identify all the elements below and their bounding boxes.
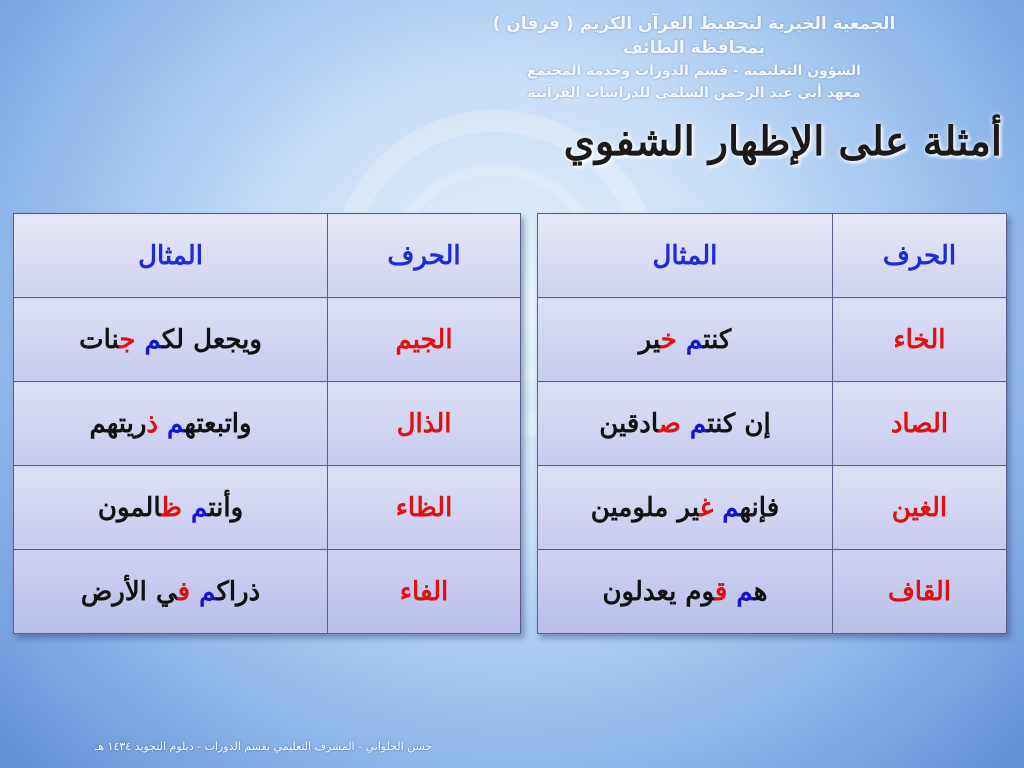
example-text: واتبعته (184, 408, 252, 439)
example-text: ادقين (599, 408, 659, 439)
table-row (538, 382, 1007, 466)
example-text: إن كنت (707, 408, 771, 439)
column-header-example: المثال (14, 214, 328, 298)
example-cell (538, 382, 833, 466)
letter-cell: القاف (832, 550, 1006, 634)
example-text: ذراك (216, 576, 261, 607)
letter-cell: الذال (328, 382, 521, 466)
following-letter: غ (699, 492, 714, 523)
mim-letter: م (167, 408, 185, 439)
mim-letter: م (722, 492, 740, 523)
example-text: ويجعل لك (161, 324, 262, 355)
column-header-letter: الحرف (328, 214, 521, 298)
slide-title: أمثلة على الإظهار الشفوي (563, 118, 1002, 165)
column-header-example: المثال (538, 214, 833, 298)
example-text: ي الأرض (80, 576, 178, 607)
example-text: نات (79, 324, 120, 355)
header-line-1: الجمعية الخيرية لتحفيظ القرآن الكريم ( فرقان ) بمحافظة الطائف (492, 14, 896, 58)
header-line-3: معهد أبي عبد الرحمن السلمي للدراسات القرآنية (527, 85, 861, 101)
following-letter: ظ (161, 492, 182, 523)
letter-cell: الغين (832, 466, 1006, 550)
example-text: كنت (703, 324, 732, 355)
example-text (158, 409, 167, 439)
example-cell (14, 298, 328, 382)
example-text (677, 325, 686, 355)
letter-cell: الفاء (328, 550, 521, 634)
letter-cell: الجيم (328, 298, 521, 382)
footer-credit: حسن الحلواني - المشرف التعليمي بقسم الدورات - دبلوم التجويد ١٤٣٤ هـ (95, 740, 433, 753)
table-header-row (14, 214, 521, 298)
mim-letter: م (144, 324, 162, 355)
following-letter: خ (660, 324, 677, 355)
example-text (182, 493, 191, 523)
mim-letter: م (689, 408, 708, 439)
table-row (538, 550, 1007, 634)
example-text (713, 493, 722, 523)
examples-table-right (537, 213, 1007, 634)
example-cell (538, 550, 833, 634)
examples-table-left (13, 213, 521, 634)
table-row (14, 550, 521, 634)
example-cell (538, 298, 833, 382)
mim-letter: م (736, 576, 754, 607)
example-text: ير ملومين (590, 492, 700, 523)
example-cell (14, 550, 328, 634)
letter-cell: الخاء (832, 298, 1006, 382)
following-letter: ص (658, 408, 681, 439)
column-header-letter: الحرف (832, 214, 1006, 298)
table-header-row (538, 214, 1007, 298)
mim-letter: م (191, 492, 209, 523)
example-text: وأنت (208, 492, 244, 523)
example-cell (14, 466, 328, 550)
following-letter: ذ (146, 408, 158, 439)
table-row (14, 466, 521, 550)
example-text: المون (97, 492, 162, 523)
example-text: فإنه (739, 492, 780, 523)
mim-letter: م (199, 576, 217, 607)
example-text: ريتهم (89, 408, 147, 439)
table-row (14, 298, 521, 382)
mim-letter: م (685, 324, 704, 355)
table-row (538, 466, 1007, 550)
header-line-2: الشؤون التعليمية - قسم الدورات وخدمة المجتمع (527, 63, 861, 79)
letter-cell: الظاء (328, 466, 521, 550)
example-cell (14, 382, 328, 466)
following-letter: ق (714, 576, 728, 607)
table-row (14, 382, 521, 466)
following-letter: ف (177, 576, 191, 607)
example-text (681, 409, 690, 439)
letter-cell: الصاد (832, 382, 1006, 466)
table-row (538, 298, 1007, 382)
example-text: وم يعدلون (602, 576, 715, 607)
example-text (190, 577, 199, 607)
example-cell (538, 466, 833, 550)
organization-header (484, 12, 904, 104)
example-text: ه (753, 576, 768, 607)
following-letter: ج (119, 324, 136, 355)
example-text: ير (638, 324, 661, 355)
